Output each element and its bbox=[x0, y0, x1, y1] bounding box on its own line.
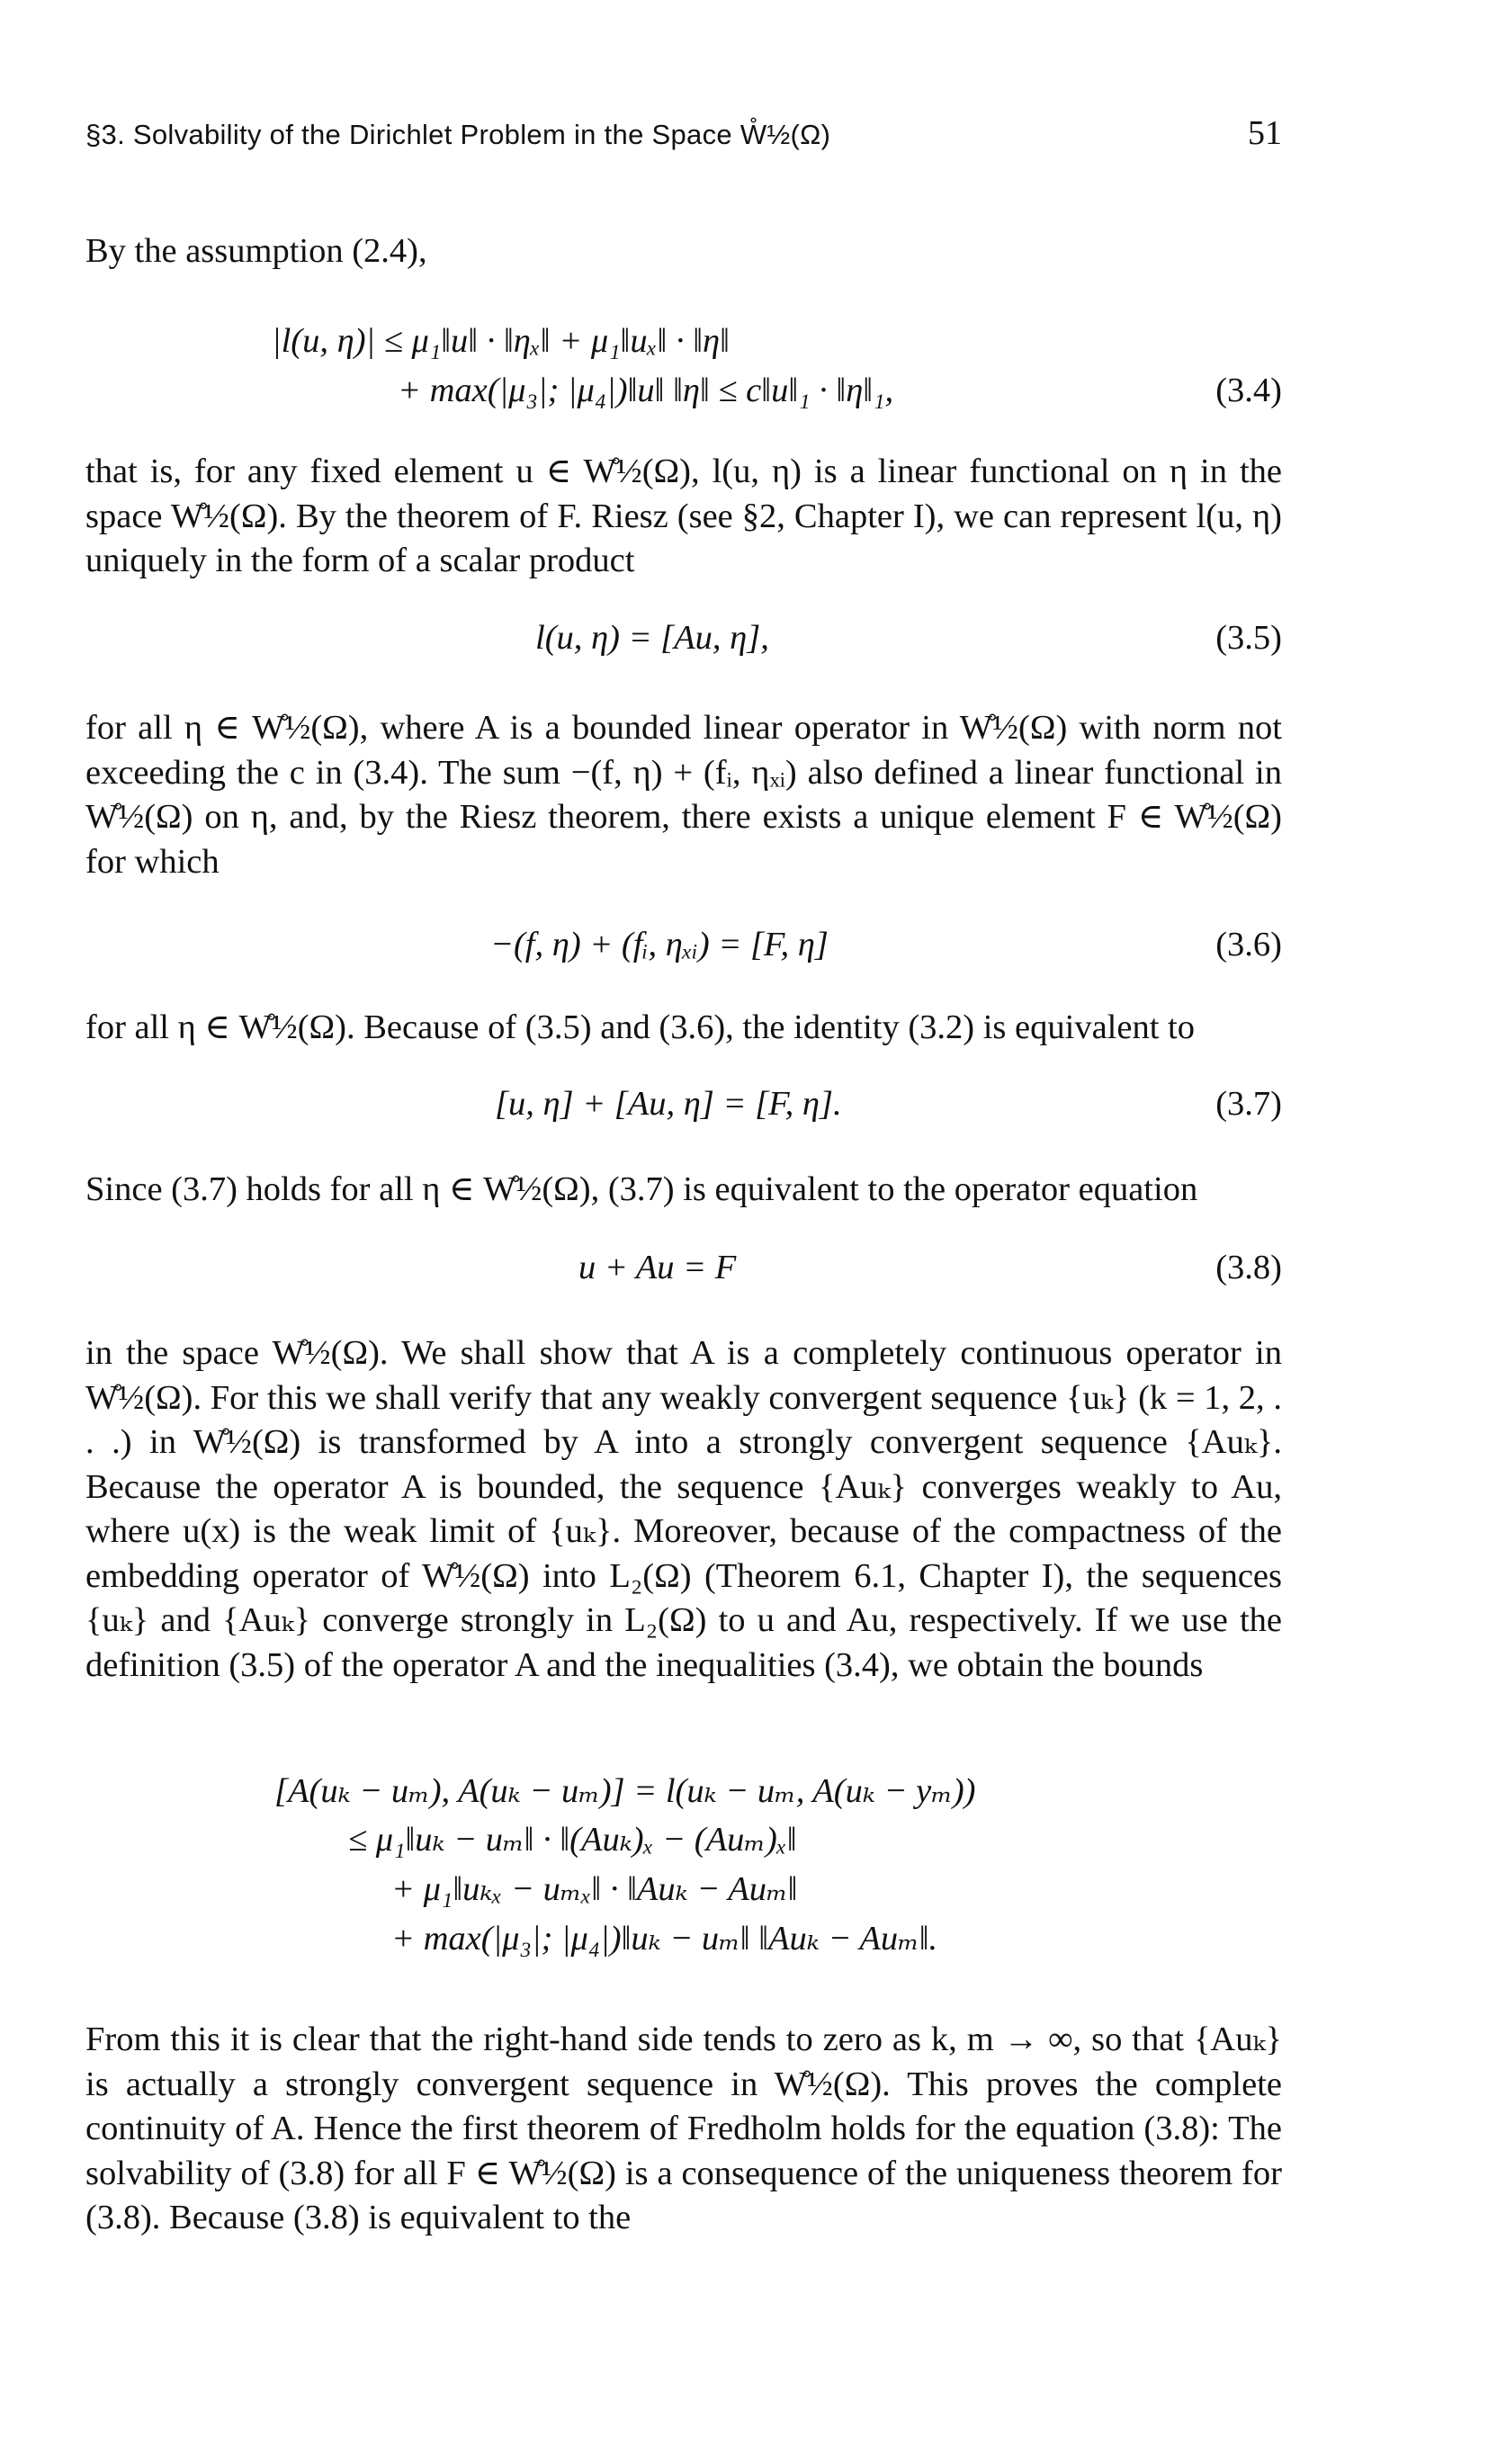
bound-line-4: + max(|μ₃|; |μ₄|)‖uₖ − uₘ‖ ‖Auₖ − Auₘ‖. bbox=[391, 1920, 938, 1958]
equation-number-3-5: (3.5) bbox=[1215, 619, 1282, 657]
equation-3-7: [u, η] + [Au, η] = [F, η]. bbox=[495, 1085, 842, 1123]
paragraph-complete-continuity: in the space W̊½(Ω). We shall show that A is a completely continuous operator in W̊½(Ω). For this we shall verify that any weakly convergent sequence {uₖ} (k = 1, 2, . . .) in W̊½(Ω) is transformed by A into a strongly convergent sequence {Auₖ}. Because the operator A is bounded, the sequence {Auₖ} converges weakly to Au, where u(x) is the weak limit of {uₖ}. Moreover, because of the compactness of the embedding operator of W̊½(Ω) into L₂(Ω) (Theorem 6.1, Chapter I), the sequences {uₖ} and {Auₖ} converge strongly in L₂(Ω) to u and Au, respectively. If we use the definition (3.5) of the operator A and the inequalities (3.4), we obtain the bounds bbox=[85, 1334, 1282, 1684]
paragraph-linear-functional: that is, for any fixed element u ∈ W̊½(Ω), l(u, η) is a linear functional on η in the space W̊½(Ω). By the theorem of F. Riesz (see §2, Chapter I), we can represent l(u, η) uniquely in the form of a scalar product bbox=[85, 452, 1282, 579]
equation-3-6: −(f, η) + (fᵢ, ηₓᵢ) = [F, η] bbox=[490, 926, 829, 963]
paragraph-bounded-operator: for all η ∈ W̊½(Ω), where A is a bounded linear operator in W̊½(Ω) with norm not exceeding the c in (3.4). The sum −(f, η) + (fᵢ, ηₓᵢ) also defined a linear functional in W̊½(Ω) on η, and, by the Riesz theorem, there exists a unique element F ∈ W̊½(Ω) for which bbox=[85, 709, 1282, 881]
equation-3-4-line-2: + max(|μ₃|; |μ₄|)‖u‖ ‖η‖ ≤ c‖u‖₁ · ‖η‖₁, bbox=[398, 372, 894, 409]
equation-3-5: l(u, η) = [Au, η], bbox=[535, 619, 769, 657]
equation-3-4-line-1: |l(u, η)| ≤ μ₁‖u‖ · ‖ηₓ‖ + μ₁‖uₓ‖ · ‖η‖ bbox=[272, 322, 730, 360]
page-header bbox=[85, 114, 1282, 155]
equation-number-3-6: (3.6) bbox=[1215, 926, 1282, 963]
bound-line-1: [A(uₖ − uₘ), A(uₖ − uₘ)] = l(uₖ − uₘ, A(uₖ − yₘ)) bbox=[274, 1772, 976, 1810]
paragraph-fredholm: From this it is clear that the right-hand side tends to zero as k, m → ∞, so that {Auₖ} is actually a strongly convergent sequence in W̊½(Ω). This proves the complete continuity of A. Hence the first theorem of Fredholm holds for the equation (3.8): The solvability of (3.8) for all F ∈ W̊½(Ω) is a consequence of the uniqueness theorem for (3.8). Because (3.8) is equivalent to the bbox=[85, 2020, 1282, 2236]
equation-number-3-4: (3.4) bbox=[1215, 372, 1282, 409]
bound-line-3: + μ₁‖uₖₓ − uₘₓ‖ · ‖Auₖ − Auₘ‖ bbox=[391, 1870, 798, 1908]
paragraph-identity: for all η ∈ W̊½(Ω). Because of (3.5) and (3.6), the identity (3.2) is equivalent to bbox=[85, 1008, 1195, 1046]
equation-number-3-7: (3.7) bbox=[1215, 1085, 1282, 1123]
paragraph-assumption: By the assumption (2.4), bbox=[85, 232, 427, 270]
paragraph-operator-equation: Since (3.7) holds for all η ∈ W̊½(Ω), (3.7) is equivalent to the operator equation bbox=[85, 1170, 1198, 1208]
equation-3-8: u + Au = F bbox=[578, 1249, 737, 1286]
bound-line-2: ≤ μ₁‖uₖ − uₘ‖ · ‖(Auₖ)ₓ − (Auₘ)ₓ‖ bbox=[348, 1821, 797, 1859]
running-head: §3. Solvability of the Dirichlet Problem in the Space W̊½(Ω) bbox=[85, 119, 831, 150]
page-number: 51 bbox=[1248, 114, 1282, 152]
equation-number-3-8: (3.8) bbox=[1215, 1249, 1282, 1286]
